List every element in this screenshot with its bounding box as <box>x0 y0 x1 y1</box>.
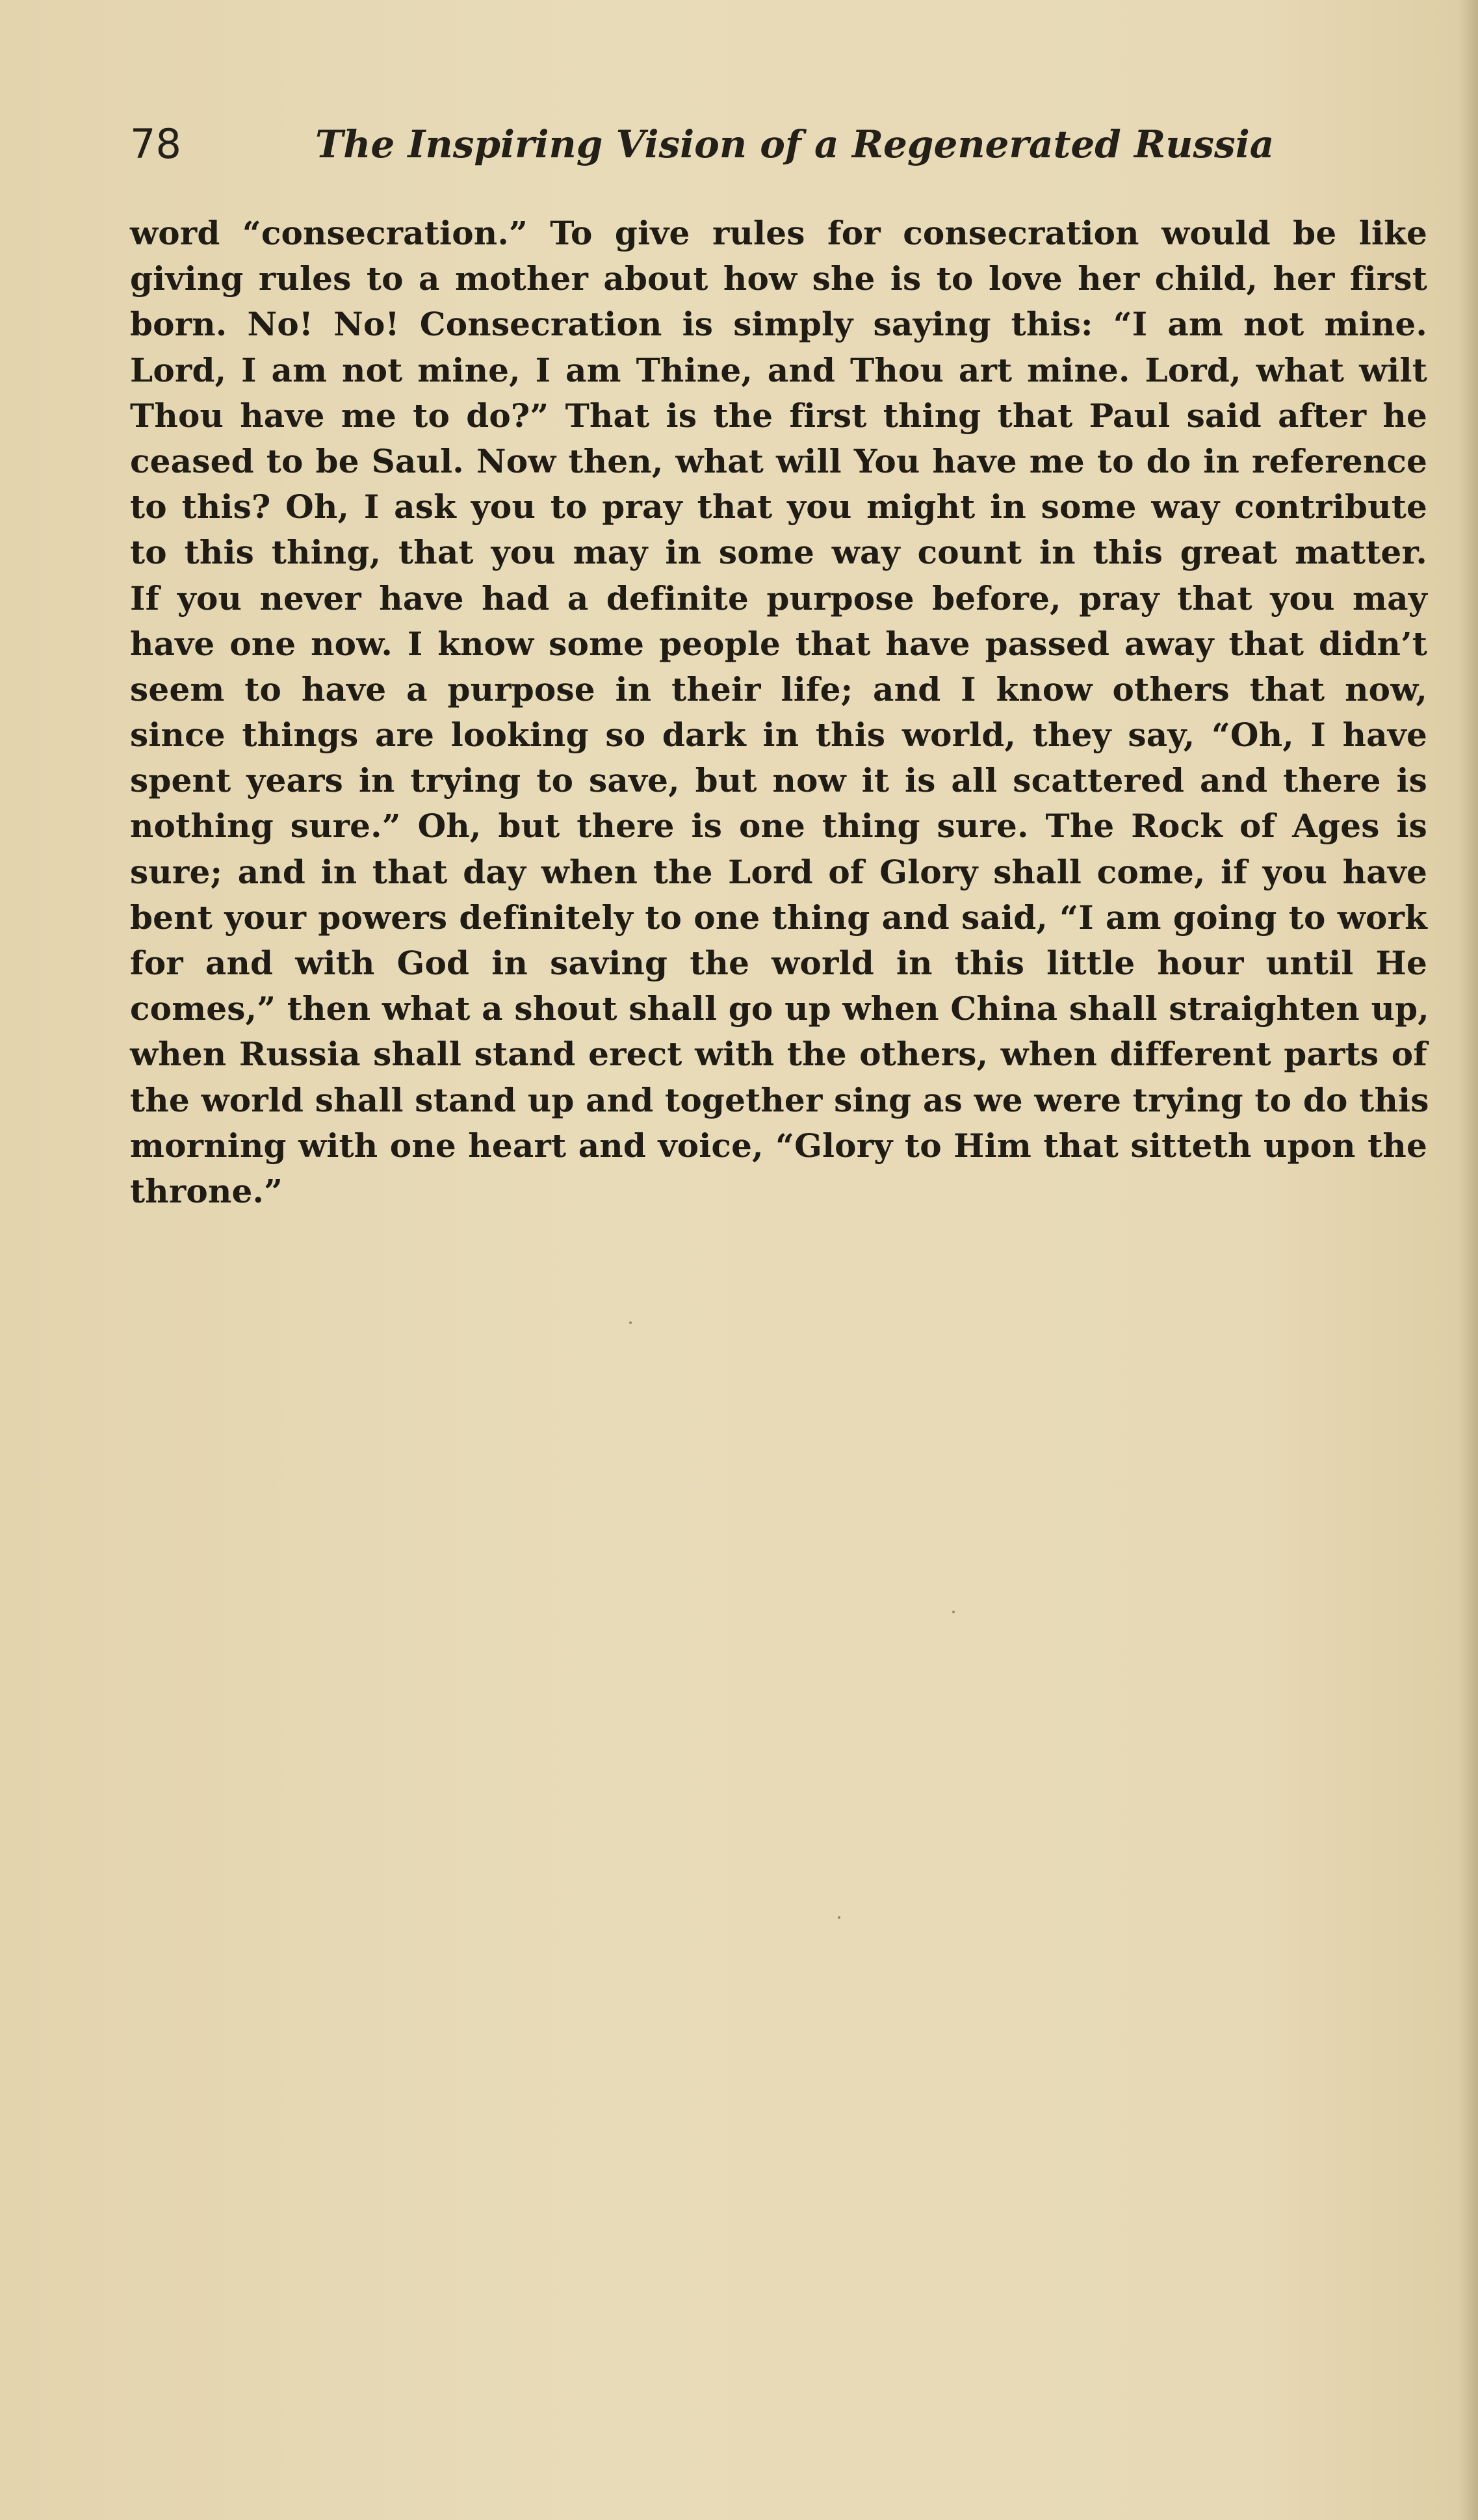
running-title: The Inspiring Vision of a Regenerated Russia <box>315 122 1275 166</box>
text-line: since things are looking so dark in this world, they say, “Oh, I have <box>130 716 1427 755</box>
text-line: for and with God in saving the world in this little hour until He <box>130 944 1427 982</box>
text-line: when Russia shall stand erect with the others, when different parts of <box>130 1035 1427 1074</box>
text-line: have one now. I know some people that have passed away that didn’t <box>130 624 1427 663</box>
text-line: comes,” then what a shout shall go up when China shall straighten up, <box>130 989 1429 1028</box>
text-line: spent years in trying to save, but now it is all scattered and there is <box>130 761 1427 800</box>
text-line: bent your powers definitely to one thing and said, “I am going to work <box>130 898 1427 937</box>
text-line: to this? Oh, I ask you to pray that you might in some way contribute <box>130 487 1427 526</box>
body-paragraph <box>130 211 1427 1214</box>
text-line-last: throne.” <box>130 1171 283 1210</box>
page-header <box>130 112 1275 183</box>
paper-speck <box>629 1321 632 1324</box>
page-edge-shadow <box>1459 0 1478 2520</box>
text-line: morning with one heart and voice, “Glory to Him that sitteth upon the <box>130 1126 1427 1165</box>
text-line: the world shall stand up and together sing as we were trying to do this <box>130 1080 1429 1119</box>
paper-speck <box>838 1916 840 1919</box>
text-line: sure; and in that day when the Lord of Glory shall come, if you have <box>130 852 1427 891</box>
page-number: 78 <box>130 120 181 168</box>
text-line: giving rules to a mother about how she is to love her child, her first <box>130 259 1427 298</box>
text-line: to this thing, that you may in some way count in this great matter. <box>130 533 1427 572</box>
text-line: Lord, I am not mine, I am Thine, and Thou art mine. Lord, what wilt <box>130 350 1427 389</box>
text-line: seem to have a purpose in their life; and I know others that now, <box>130 669 1427 708</box>
text-line: nothing sure.” Oh, but there is one thing sure. The Rock of Ages is <box>130 807 1427 846</box>
text-line: born. No! No! Consecration is simply saying this: “I am not mine. <box>130 305 1427 344</box>
text-line: word “consecration.” To give rules for consecration would be like <box>130 214 1427 252</box>
paper-speck <box>952 1611 955 1613</box>
text-line: Thou have me to do?” That is the first thing that Paul said after he <box>130 396 1427 435</box>
text-line: If you never have had a definite purpose before, pray that you may <box>130 578 1427 617</box>
text-line: ceased to be Saul. Now then, what will You have me to do in reference <box>130 441 1427 480</box>
